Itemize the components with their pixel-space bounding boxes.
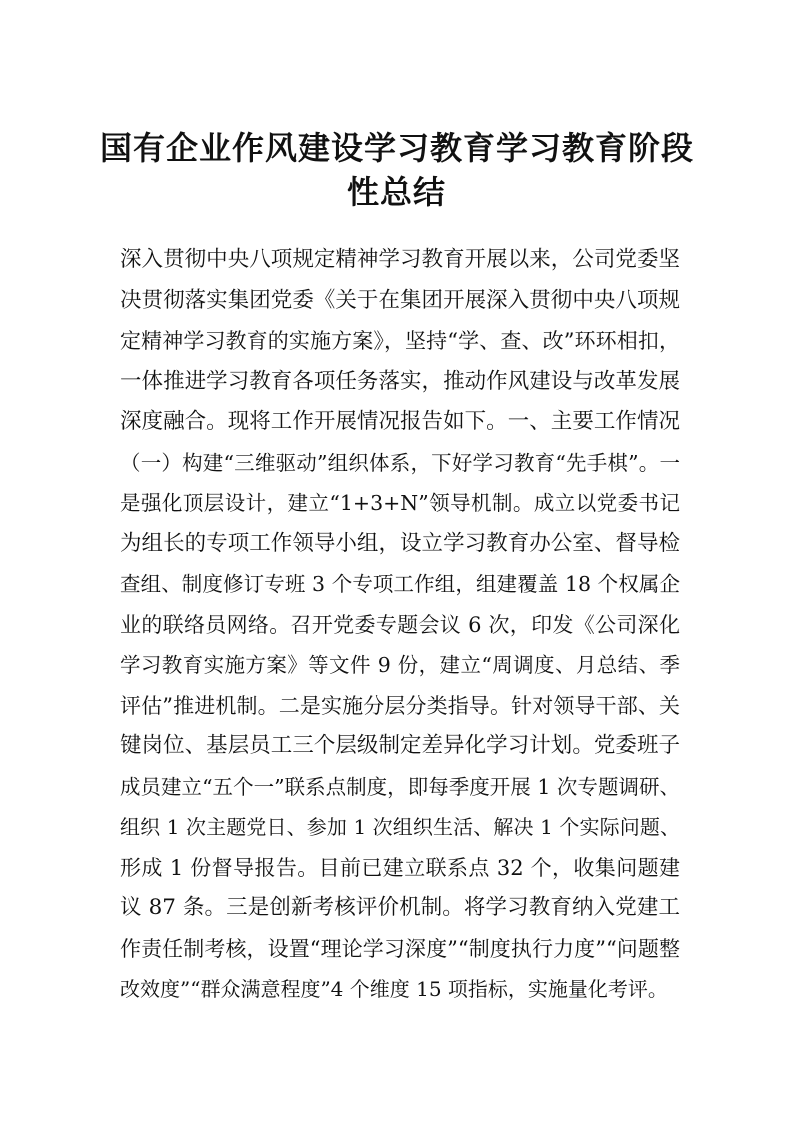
body-line: 改效度”“群众满意程度”4 个维度 15 项指标，实施量化考评。 (120, 977, 668, 1001)
document-title-line-1: 国有企业作风建设学习教育学习教育阶段 (100, 129, 695, 167)
body-line: 形成 1 份督导报告。目前已建立联系点 32 个，收集问题建 (120, 855, 680, 880)
body-line: 是强化顶层设计，建立“1+3+N”领导机制。成立以党委书记 (120, 491, 680, 515)
document-title-line-2: 性总结 (346, 173, 446, 211)
body-line: 作责任制考核，设置“理论学习深度”“制度执行力度”“问题整 (120, 936, 680, 961)
body-line: 深入贯彻中央八项规定精神学习教育开展以来，公司党委坚 (120, 247, 680, 272)
body-line: 组织 1 次主题党日、参加 1 次组织生活、解决 1 个实际问题、 (120, 815, 680, 839)
body-line: 查组、制度修订专班 3 个专项工作组，组建覆盖 18 个权属企 (120, 572, 680, 596)
body-line: 学习教育实施方案》等文件 9 份，建立“周调度、月总结、季 (120, 653, 680, 677)
body-line: 键岗位、基层员工三个层级制定差异化学习计划。党委班子 (120, 733, 680, 758)
body-line: 深度融合。现将工作开展情况报告如下。一、主要工作情况 (120, 409, 680, 434)
body-line: 评估”推进机制。二是实施分层分类指导。针对领导干部、关 (120, 693, 680, 718)
body-line: 一体推进学习教育各项任务落实，推动作风建设与改革发展 (120, 368, 680, 394)
body-line: 决贯彻落实集团党委《关于在集团开展深入贯彻中央八项规 (120, 287, 680, 313)
body-line: 业的联络员网络。召开党委专题会议 6 次，印发《公司深化 (120, 612, 680, 637)
body-line: 议 87 条。三是创新考核评价机制。将学习教育纳入党建工 (120, 895, 680, 920)
body-line: 定精神学习教育的实施方案》，坚持“学、查、改”环环相扣， (120, 329, 680, 353)
document-body (120, 240, 680, 1010)
body-line: （一）构建“三维驱动”组织体系，下好学习教育“先手棋”。一 (120, 450, 680, 475)
body-line: 为组长的专项工作领导小组，设立学习教育办公室、督导检 (120, 530, 680, 556)
body-line: 成员建立“五个一”联系点制度，即每季度开展 1 次专题调研、 (120, 774, 680, 799)
